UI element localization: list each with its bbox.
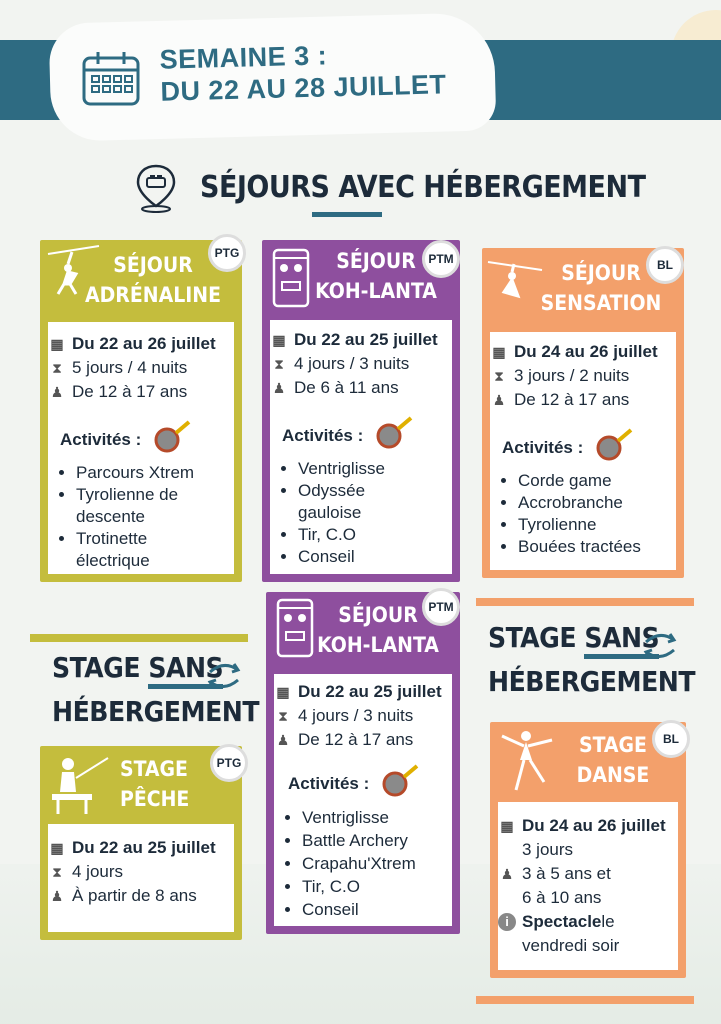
card-title-line2: DANSE [576, 763, 650, 787]
duration-text: 4 jours [72, 862, 124, 881]
spectacle-text: vendredi soir [522, 936, 620, 955]
list-item-text: Tyrolienne de [76, 485, 179, 504]
duration-line [490, 364, 676, 388]
card-title-line2: KOH-LANTA [317, 633, 439, 657]
card-body [270, 320, 452, 574]
olive-divider [30, 634, 248, 642]
list-item: • Conseil [298, 546, 452, 568]
age-line [274, 728, 452, 752]
people-icon: ♟ [500, 866, 514, 882]
duration-text: 5 jours / 4 nuits [72, 358, 188, 377]
age-text: De 12 à 17 ans [72, 382, 188, 401]
section-title: SÉJOURS AVEC HÉBERGEMENT [200, 170, 646, 205]
age-line-2 [498, 886, 678, 910]
spectacle-line-2 [498, 934, 678, 958]
info-icon: i [498, 913, 516, 931]
calendar-icon: ▦ [50, 336, 64, 352]
calendar-icon: ▦ [272, 332, 286, 348]
activities-title [282, 414, 452, 458]
list-item [298, 480, 452, 524]
activities-list [76, 462, 234, 572]
hourglass-icon: ⧗ [274, 356, 284, 372]
duration-line [498, 838, 678, 862]
duration-text: 3 jours / 2 nuits [514, 366, 630, 385]
badge-bl: BL [646, 246, 684, 284]
list-item-text: gauloise [298, 503, 362, 522]
pan-icon [371, 414, 415, 458]
activities-list [298, 458, 452, 568]
card-peche [40, 746, 242, 940]
date-line [48, 332, 234, 356]
list-item: • Accrobranche [518, 492, 676, 514]
people-icon: ♟ [50, 888, 64, 904]
age-text: De 12 à 17 ans [514, 390, 630, 409]
calendar-icon: ▦ [500, 818, 514, 834]
date-text: Du 24 au 26 juillet [514, 342, 658, 361]
orange-divider-top [476, 598, 694, 606]
people-icon: ♟ [492, 392, 506, 408]
date-text: Du 24 au 26 juillet [522, 816, 666, 835]
date-line [490, 340, 676, 364]
stage-title-part1: STAGE [488, 621, 585, 654]
card-title-line1: STAGE [120, 757, 188, 781]
card-adrenaline [40, 240, 242, 582]
spectacle-rest: le [601, 912, 615, 931]
people-icon: ♟ [272, 380, 286, 396]
badge-ptg: PTG [208, 234, 246, 272]
list-item: • Tyrolienne [518, 514, 676, 536]
list-item: • Bouées tractées [518, 536, 676, 558]
list-item: • Ventriglisse [298, 458, 452, 480]
list-item: • Ventriglisse [302, 806, 452, 829]
list-item: • Corde game [518, 470, 676, 492]
duration-text: 4 jours / 3 nuits [294, 354, 410, 373]
hourglass-icon: ⧗ [494, 368, 504, 384]
card-body [48, 824, 234, 932]
card-danse [490, 722, 686, 978]
date-text: Du 22 au 25 juillet [72, 838, 216, 857]
list-item: • Tir, C.O [302, 875, 452, 898]
list-item: • Conseil [302, 898, 452, 921]
date-text: Du 22 au 26 juillet [72, 334, 216, 353]
badge-ptm: PTM [422, 588, 460, 626]
date-line [274, 680, 452, 704]
card-title-line2: SENSATION [540, 291, 662, 315]
list-item-text: descente [76, 507, 145, 526]
card-title-line1: SÉJOUR [336, 249, 416, 273]
card-body [498, 802, 678, 970]
duration-text: 3 jours [522, 840, 574, 859]
week-title-line1: SEMAINE 3 : [159, 40, 328, 75]
card-title-line1: STAGE [579, 733, 647, 757]
activities-label: Activités : [60, 430, 142, 449]
list-item-text: Trotinette [76, 529, 148, 548]
hourglass-icon: ⧗ [52, 360, 62, 376]
activities-label: Activités : [288, 774, 370, 793]
activities-list [302, 806, 452, 921]
pan-icon [149, 418, 193, 462]
list-item: • Battle Archery [302, 829, 452, 852]
card-kohlanta-2 [266, 592, 460, 934]
week-title-line2: DU 22 AU 28 JUILLET [160, 69, 447, 107]
list-item: • Crapahu'Xtrem [302, 852, 452, 875]
activities-label: Activités : [502, 438, 584, 457]
stage-title-line2: HÉBERGEMENT [488, 665, 696, 698]
list-item-text: électrique [76, 551, 150, 570]
badge-ptg: PTG [210, 744, 248, 782]
cycle-arrows-icon [204, 656, 244, 696]
activities-title [60, 418, 234, 462]
calendar-icon: ▦ [276, 684, 290, 700]
age-text: 6 à 10 ans [522, 888, 602, 907]
list-item [76, 528, 234, 572]
duration-text: 4 jours / 3 nuits [298, 706, 414, 725]
card-title-line1: SÉJOUR [561, 261, 641, 285]
list-item [76, 484, 234, 528]
card-title-line2: PÊCHE [120, 787, 190, 811]
card-body [48, 322, 234, 574]
list-item-text: Odyssée [298, 481, 366, 500]
activities-list [518, 470, 676, 558]
section-underline [312, 212, 382, 217]
activities-label: Activités : [282, 426, 364, 445]
age-line [498, 862, 678, 886]
card-title-line1: SÉJOUR [338, 603, 418, 627]
duration-line [48, 860, 234, 884]
date-line [498, 814, 678, 838]
pan-icon [377, 762, 421, 806]
stage-title-line2: HÉBERGEMENT [52, 695, 260, 728]
date-text: Du 22 au 25 juillet [294, 330, 438, 349]
list-item: • Tir, C.O [298, 524, 452, 546]
date-line [48, 836, 234, 860]
stage-title-part1: STAGE [52, 651, 149, 684]
hourglass-icon: ⧗ [278, 708, 288, 724]
hourglass-icon: ⧗ [52, 864, 62, 880]
age-line [48, 380, 234, 404]
duration-line [270, 352, 452, 376]
badge-bl: BL [652, 720, 690, 758]
cycle-arrows-icon [640, 626, 680, 666]
spectacle-line [498, 910, 678, 934]
activities-title [502, 426, 676, 470]
people-icon: ♟ [276, 732, 290, 748]
age-line [490, 388, 676, 412]
card-kohlanta-1 [262, 240, 460, 582]
stage-title-part2: SANS [148, 651, 223, 689]
date-line [270, 328, 452, 352]
activities-title [288, 762, 452, 806]
duration-line [48, 356, 234, 380]
week-title [159, 36, 447, 107]
duration-line [274, 704, 452, 728]
age-text: 3 à 5 ans et [522, 864, 611, 883]
date-text: Du 22 au 25 juillet [298, 682, 442, 701]
calendar-icon: ▦ [50, 840, 64, 856]
stage-title-part2: SANS [584, 621, 659, 659]
age-text: De 6 à 11 ans [294, 378, 399, 397]
card-body [274, 674, 452, 926]
age-line [48, 884, 234, 908]
badge-ptm: PTM [422, 240, 460, 278]
calendar-icon: ▦ [492, 344, 506, 360]
card-body [490, 332, 676, 570]
people-icon: ♟ [50, 384, 64, 400]
pan-icon [591, 426, 635, 470]
card-title-line1: SÉJOUR [113, 253, 193, 277]
orange-divider-bottom [476, 996, 694, 1004]
bed-location-icon [130, 162, 182, 214]
age-line [270, 376, 452, 400]
list-item: • Parcours Xtrem [76, 462, 234, 484]
age-text: À partir de 8 ans [72, 886, 197, 905]
spectacle-bold: Spectacle [522, 912, 602, 931]
card-title-line2: ADRÉNALINE [85, 283, 221, 307]
card-sensation [482, 248, 684, 578]
calendar-icon [80, 48, 142, 110]
age-text: De 12 à 17 ans [298, 730, 414, 749]
card-title-line2: KOH-LANTA [315, 279, 437, 303]
